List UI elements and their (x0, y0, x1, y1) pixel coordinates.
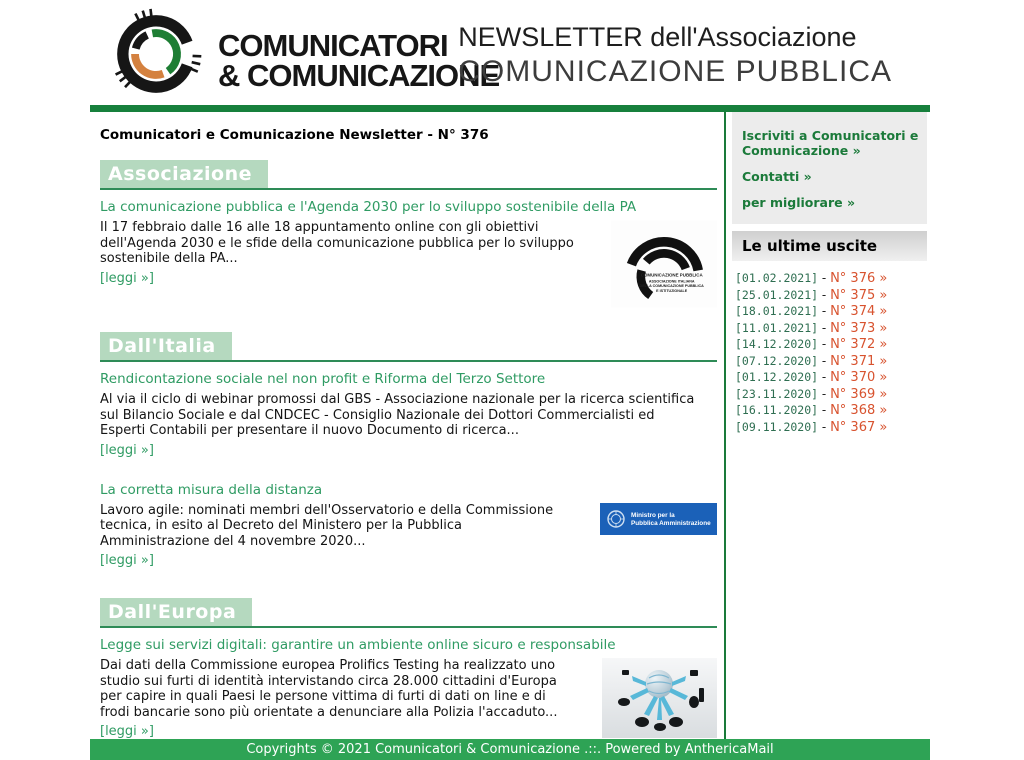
issue-date: [18.01.2021] (735, 304, 818, 318)
issue-row (735, 419, 927, 436)
issue-link[interactable]: N° 370 » (830, 370, 887, 385)
article-thumbnail-comunicazione-pubblica-logo[interactable] (611, 220, 717, 308)
issue-separator: - (818, 271, 830, 285)
read-more-link[interactable]: [leggi »] (100, 553, 154, 568)
sidebar-link-per-migliorare[interactable]: per migliorare » (742, 195, 919, 210)
read-more-link[interactable]: [leggi »] (100, 271, 154, 286)
article-body: Il 17 febbraio dalle 16 alle 18 appuntamento online con gli obiettivi dell'Agenda 2030 e le sfide della comunicazione pubblica per lo sviluppo sostenibile della PA... (100, 220, 597, 267)
newsletter-masthead (458, 22, 892, 89)
sidebar-link-iscriviti[interactable]: Iscriviti a Comunicatori e Comunicazione » (742, 128, 919, 158)
thumb-logo-text-4: E ISTITUZIONALE (656, 289, 688, 293)
issue-row (735, 369, 927, 386)
footer: Copyrights © 2021 Comunicatori & Comunicazione .::. Powered by AnthericaMail (90, 739, 930, 760)
issue-separator: - (818, 321, 830, 335)
issue-separator: - (818, 337, 830, 351)
issue-date: [01.12.2020] (735, 370, 818, 384)
issue-separator: - (818, 403, 830, 417)
issue-row (735, 353, 927, 370)
header-divider-bar (90, 105, 930, 112)
newsletter-page (90, 0, 930, 760)
masthead-line2: COMUNICAZIONE PUBBLICA (458, 55, 892, 89)
read-more-link[interactable]: [leggi »] (100, 724, 154, 739)
issue-link[interactable]: N° 375 » (830, 288, 887, 303)
issue-separator: - (818, 288, 830, 302)
latest-issues-list (732, 261, 927, 435)
issue-row (735, 303, 927, 320)
article-body: Al via il ciclo di webinar promossi dal GBS - Associazione nazionale per la ricerca scientifica sul Bilancio Sociale e dal CNDCEC - Consiglio Nazionale dei Dottori Commercialisti ed Esperti Contabili per presentare il nuovo Documento di ricerca... (100, 392, 700, 439)
section-label: Dall'Europa (100, 598, 252, 626)
issue-row (735, 287, 927, 304)
issue-link[interactable]: N° 371 » (830, 354, 887, 369)
article (100, 482, 717, 569)
issue-row (735, 270, 927, 287)
article (100, 199, 717, 308)
page-title: Comunicatori e Comunicazione Newsletter - N° 376 (100, 127, 717, 143)
comunicatori-logo-icon (108, 6, 204, 102)
main-column (90, 112, 717, 739)
issue-date: [23.11.2020] (735, 387, 818, 401)
latest-issues-header: Le ultime uscite (732, 231, 927, 261)
issue-separator: - (818, 420, 830, 434)
section-header-associazione (100, 160, 717, 190)
issue-separator: - (818, 370, 830, 384)
issue-separator: - (818, 354, 830, 368)
masthead-line1: NEWSLETTER dell'Associazione (458, 22, 892, 53)
article-thumbnail-ministro-pa-banner[interactable] (600, 503, 717, 535)
issue-date: [09.11.2020] (735, 420, 818, 434)
issue-row (735, 336, 927, 353)
article (100, 637, 717, 739)
issue-separator: - (818, 387, 830, 401)
issue-date: [25.01.2021] (735, 288, 818, 302)
content-sidebar-divider (724, 112, 726, 739)
issue-date: [11.01.2021] (735, 321, 818, 335)
thumb-logo-text-3: DELLA COMUNICAZIONE PUBBLICA (640, 284, 705, 288)
read-more-link[interactable]: [leggi »] (100, 443, 154, 458)
article-body: Dai dati della Commissione europea Prolifics Testing ha realizzato uno studio sui furti di identità intervistando circa 28.000 cittadini d'Europa per capire in quali Paesi le persone vittima di furti di dati on line e di frodi bancarie sono più orientate a denunciare alla Polizia l'accaduto... (100, 658, 578, 720)
sidebar-link-contatti[interactable]: Contatti » (742, 169, 919, 184)
section-label: Associazione (100, 160, 268, 188)
issue-link[interactable]: N° 368 » (830, 403, 887, 418)
thumb-logo-text-2: ASSOCIAZIONE ITALIANA (649, 279, 695, 283)
article-thumbnail-identity-theft-photo[interactable] (602, 658, 717, 738)
issue-link[interactable]: N° 376 » (830, 271, 887, 286)
sidebar (732, 112, 927, 739)
issue-date: [07.12.2020] (735, 354, 818, 368)
header (90, 0, 930, 105)
article-title-link[interactable]: Legge sui servizi digitali: garantire un ambiente online sicuro e responsabile (100, 637, 717, 653)
sidebar-links-box (732, 112, 927, 224)
section-header-dalleuropa (100, 598, 717, 628)
issue-row (735, 386, 927, 403)
article-title-link[interactable]: Rendicontazione sociale nel non profit e Riforma del Terzo Settore (100, 371, 717, 387)
issue-link[interactable]: N° 373 » (830, 321, 887, 336)
article-title-link[interactable]: La corretta misura della distanza (100, 482, 717, 498)
ministro-banner-line2: Pubblica Amministrazione (631, 520, 711, 527)
brand-wordmark-line2: & COMUNICAZIONE (218, 61, 499, 91)
article (100, 371, 717, 458)
brand-wordmark-line1: COMUNICATORI (218, 31, 499, 61)
article-body: Lavoro agile: nominati membri dell'Osservatorio e della Commissione tecnica, in esito al Decreto del Ministero per la Pubblica Amministrazione del 4 novembre 2020... (100, 503, 575, 550)
brand-logo (108, 6, 499, 102)
issue-link[interactable]: N° 372 » (830, 337, 887, 352)
section-label: Dall'Italia (100, 332, 232, 360)
brand-wordmark (218, 31, 499, 91)
issue-link[interactable]: N° 367 » (830, 420, 887, 435)
section-header-dallitalia (100, 332, 717, 362)
issue-date: [01.02.2021] (735, 271, 818, 285)
article-title-link[interactable]: La comunicazione pubblica e l'Agenda 2030 per lo sviluppo sostenibile della PA (100, 199, 717, 215)
issue-link[interactable]: N° 374 » (830, 304, 887, 319)
issue-date: [16.11.2020] (735, 403, 818, 417)
issue-separator: - (818, 304, 830, 318)
issue-row (735, 402, 927, 419)
issue-link[interactable]: N° 369 » (830, 387, 887, 402)
issue-row (735, 320, 927, 337)
ministro-banner-line1: Ministro per la (631, 512, 675, 519)
thumb-logo-text-1: COMUNICAZIONE PUBBLICA (641, 273, 704, 278)
issue-date: [14.12.2020] (735, 337, 818, 351)
